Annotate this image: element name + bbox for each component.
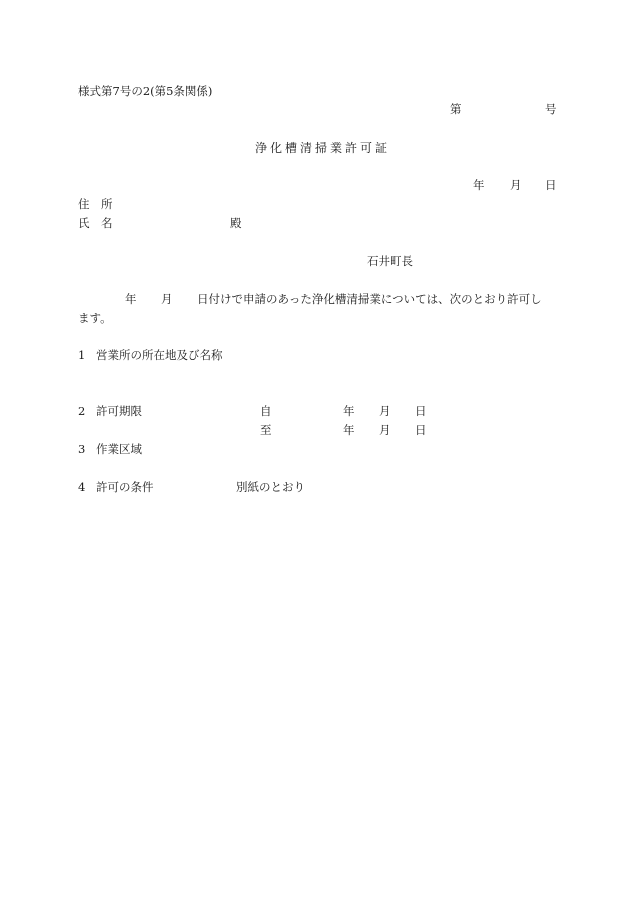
item4-label: 許可の条件 bbox=[96, 480, 154, 494]
item4-value: 別紙のとおり bbox=[236, 480, 305, 494]
form-number: 様式第7号の2(第5条関係) bbox=[78, 84, 213, 98]
permit-number-suffix: 号 bbox=[545, 102, 557, 116]
body-text-line2: ます。 bbox=[78, 311, 112, 325]
name-label: 氏 名 bbox=[78, 216, 113, 230]
item2-to-year: 年 bbox=[343, 423, 355, 437]
item2-from-day: 日 bbox=[415, 404, 427, 418]
item4-number: 4 bbox=[78, 480, 86, 494]
item2-to-month: 月 bbox=[379, 423, 391, 437]
item2-from-year: 年 bbox=[343, 404, 355, 418]
item2-to-day: 日 bbox=[415, 423, 427, 437]
item2-from-month: 月 bbox=[379, 404, 391, 418]
issue-date-day: 日 bbox=[545, 178, 557, 192]
issue-date-month: 月 bbox=[510, 178, 522, 192]
issuer: 石井町長 bbox=[367, 254, 413, 268]
item1-label: 営業所の所在地及び名称 bbox=[96, 348, 223, 362]
body-year: 年 bbox=[125, 292, 137, 306]
item2-number: 2 bbox=[78, 404, 86, 418]
issue-date-year: 年 bbox=[473, 178, 485, 192]
item2-from-label: 自 bbox=[260, 404, 272, 418]
address-label: 住 所 bbox=[78, 197, 113, 211]
item1-number: 1 bbox=[78, 348, 86, 362]
body-month: 月 bbox=[161, 292, 173, 306]
honorific: 殿 bbox=[230, 216, 242, 230]
item3-number: 3 bbox=[78, 442, 86, 456]
item2-label: 許可期限 bbox=[96, 404, 142, 418]
permit-number-prefix: 第 bbox=[450, 102, 462, 116]
item3-label: 作業区域 bbox=[96, 442, 142, 456]
body-text-line1: 日付けで申請のあった浄化槽清掃業については、次のとおり許可し bbox=[197, 292, 542, 306]
document-title: 浄化槽清掃業許可証 bbox=[255, 141, 391, 155]
item2-to-label: 至 bbox=[260, 423, 272, 437]
